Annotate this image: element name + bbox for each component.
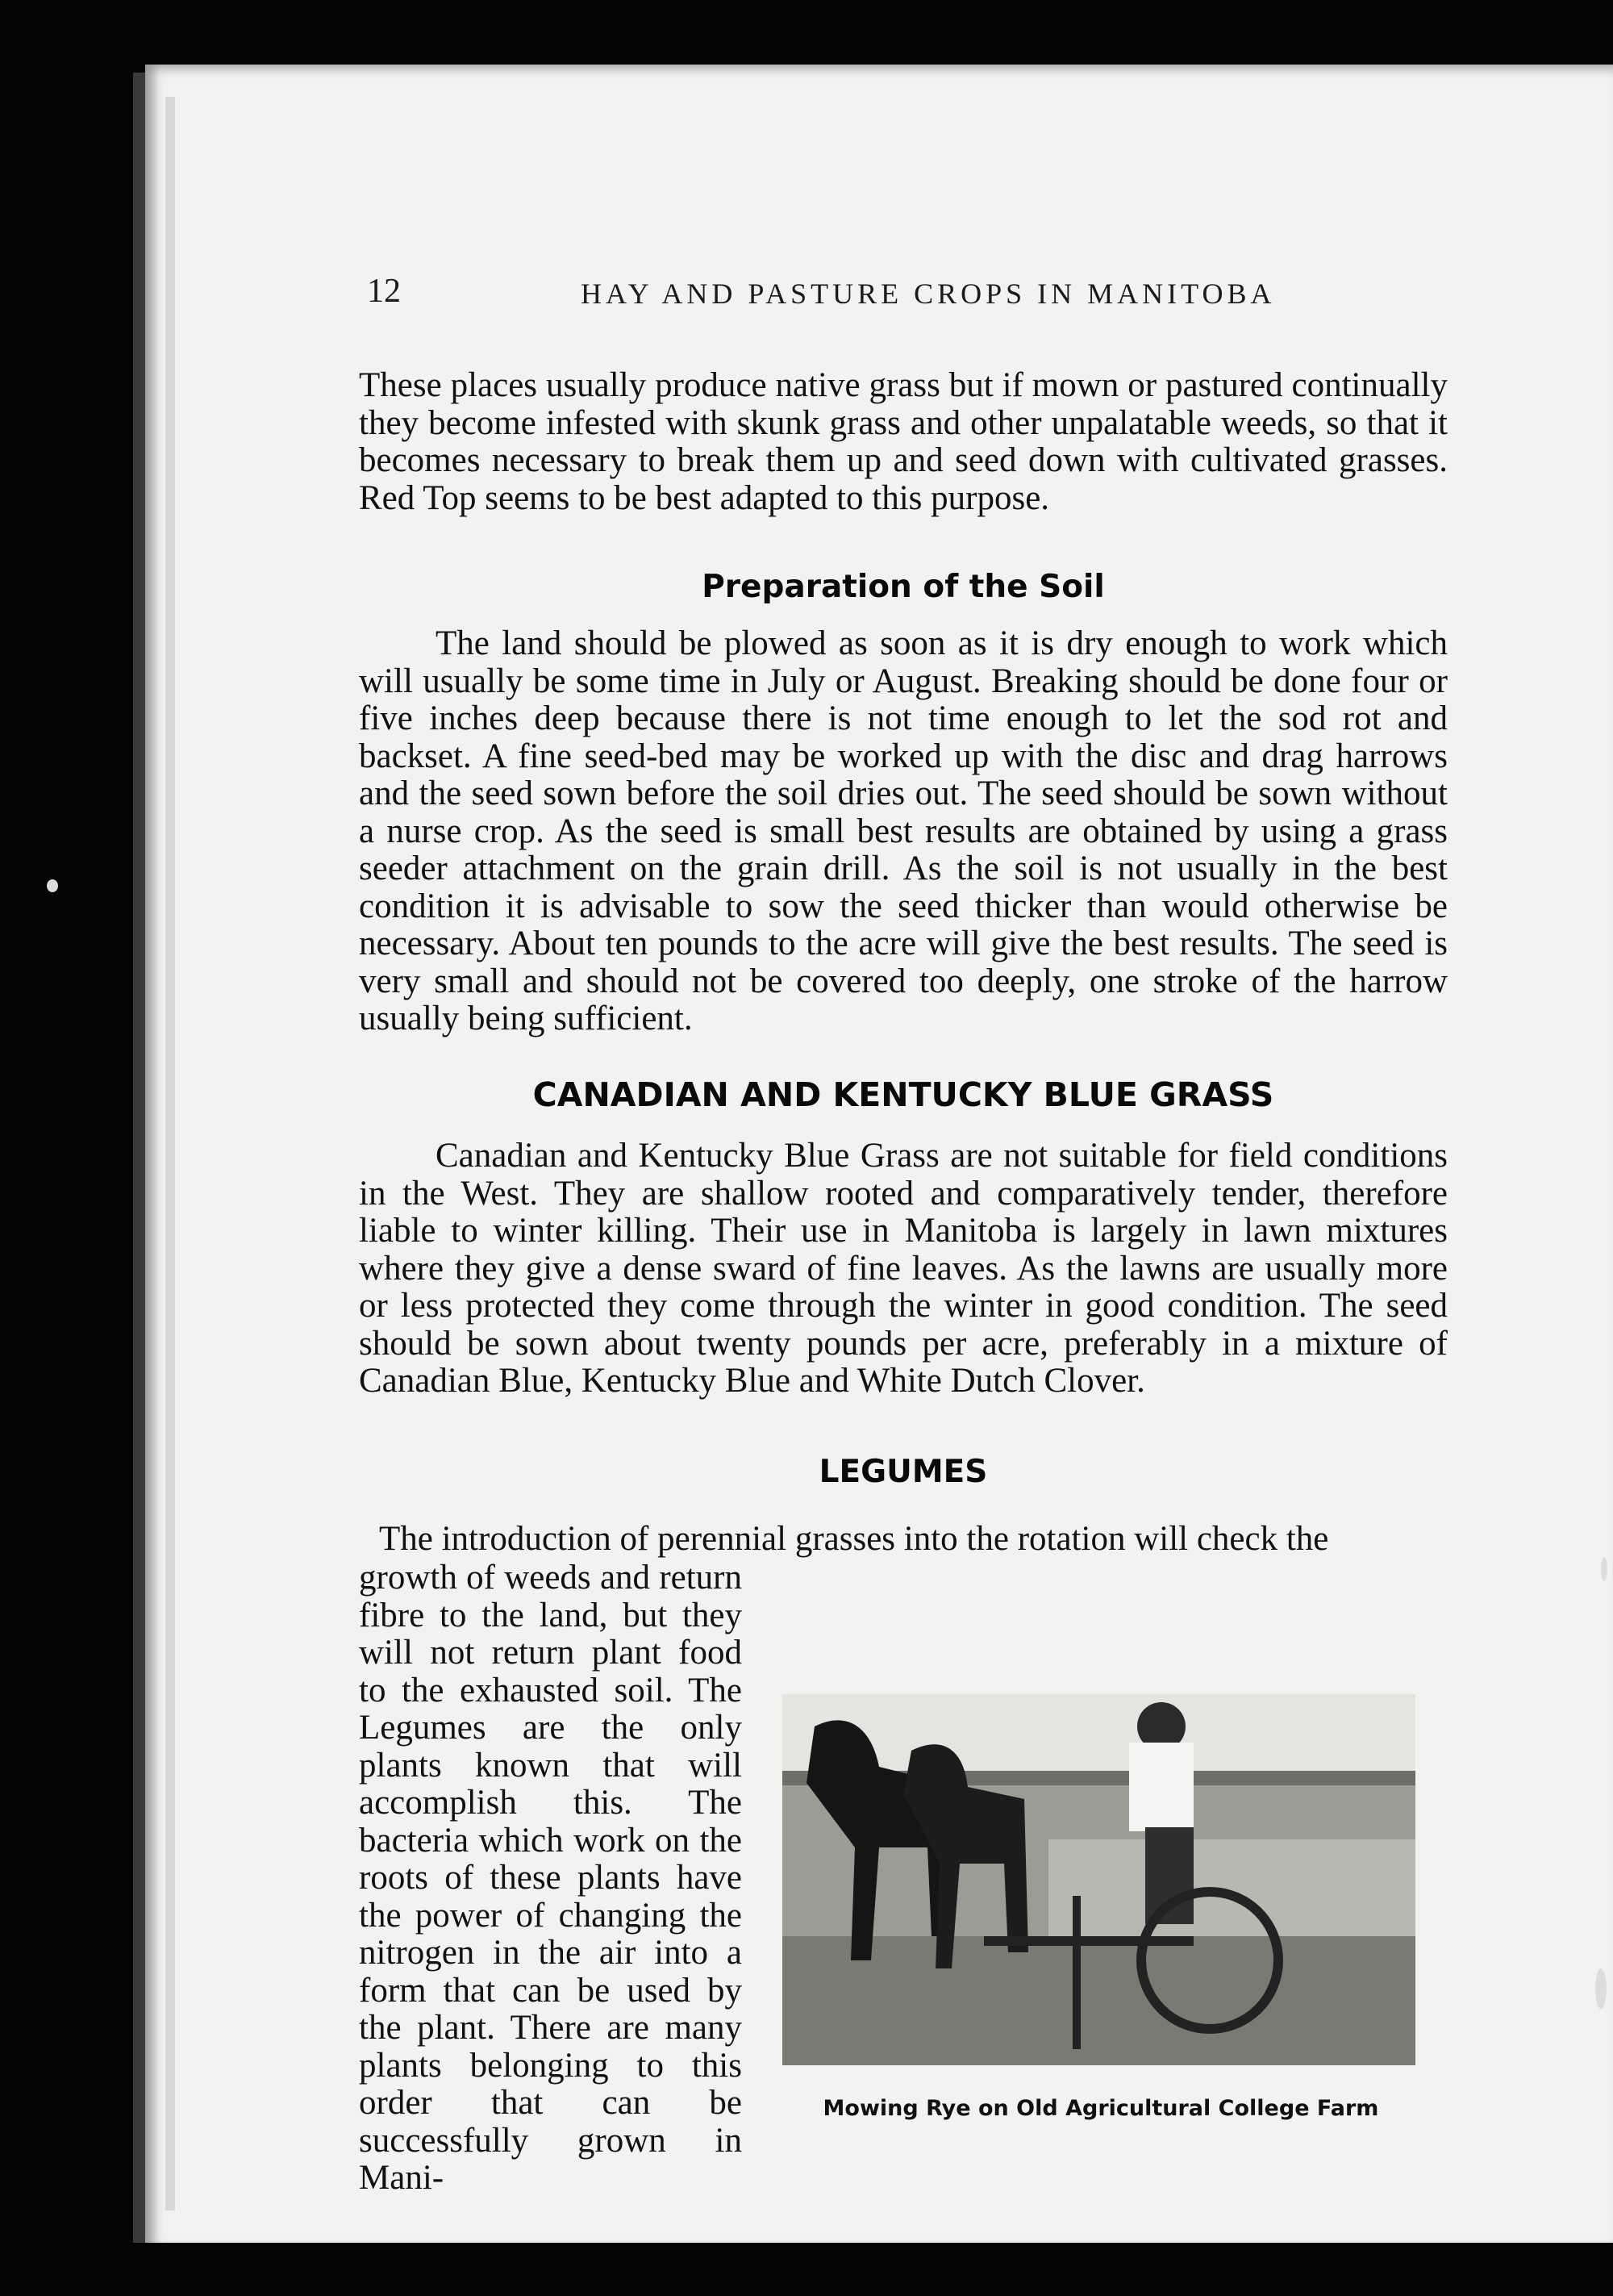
scan-speck (1595, 1968, 1607, 2009)
soil-paragraph: The land should be plowed as soon as it is dry enough to work which will usually be some time in July or August. Breaking should be done four or five inches deep because there is not time enough to let the sod rot and backset. A fine seed-bed may be worked up with the disc and drag harrows and the seed sown before the soil dries out. The seed should be sown without a nurse crop. As the seed is small best results are obtained by using a grass seeder attachment on the grain drill. As the soil is not usually in the best condition it is advisable to sow the seed thicker than would otherwise be necessary. About ten pounds to the acre will give the best results. The seed is very small and should not be covered too deeply, one stroke of the harrow usually being sufficient. (359, 624, 1448, 1037)
scan-speck (1601, 1557, 1607, 1581)
section-heading-soil: Preparation of the Soil (702, 569, 1105, 605)
page-edge (165, 97, 175, 2210)
page-number: 12 (367, 273, 401, 310)
section-heading-legumes: LEGUMES (819, 1454, 988, 1490)
photo-mowing-rye (782, 1694, 1415, 2065)
running-title: HAY AND PASTURE CROPS IN MANITOBA (581, 278, 1276, 310)
intro-paragraph: These places usually produce native grass but if mown or pastured continually they become infested with skunk grass and other unpalatable weeds, so that it becomes necessary to break them up and seed down with cultivated grasses. Red Top seems to be best adapted to this purpose. (359, 366, 1448, 517)
running-header (367, 272, 1448, 320)
horse-drawn-mower-icon (782, 1694, 1415, 2065)
legumes-paragraph: growth of weeds and return fibre to the land, but they will not return plant food to the exhausted soil. The Legumes are the only plants known that will accomplish this. The bacteria which work on the roots of these plants have the power of changing the nitrogen in the air into a form that can be used by the plant. There are many plants belonging to this order that can be successfully grown in Mani- (359, 1559, 742, 2197)
scan-speck (47, 879, 58, 892)
bluegrass-paragraph: Canadian and Kentucky Blue Grass are not suitable for field conditions in the West. They are shallow rooted and comparatively tender, therefore liable to winter killing. Their use in Manitoba is largely in lawn mixtures where they give a dense sward of fine leaves. As the lawns are usually more or less protected they come through the winter in good condition. The seed should be sown about twenty pounds per acre, preferably in a mixture of Canadian Blue, Kentucky Blue and White Dutch Clover. (359, 1137, 1448, 1400)
section-heading-bluegrass: CANADIAN AND KENTUCKY BLUE GRASS (532, 1075, 1274, 1114)
legumes-first-line: The introduction of perennial grasses into the rotation will check the (379, 1520, 1329, 1558)
photo-caption: Mowing Rye on Old Agricultural College Farm (823, 2096, 1379, 2121)
